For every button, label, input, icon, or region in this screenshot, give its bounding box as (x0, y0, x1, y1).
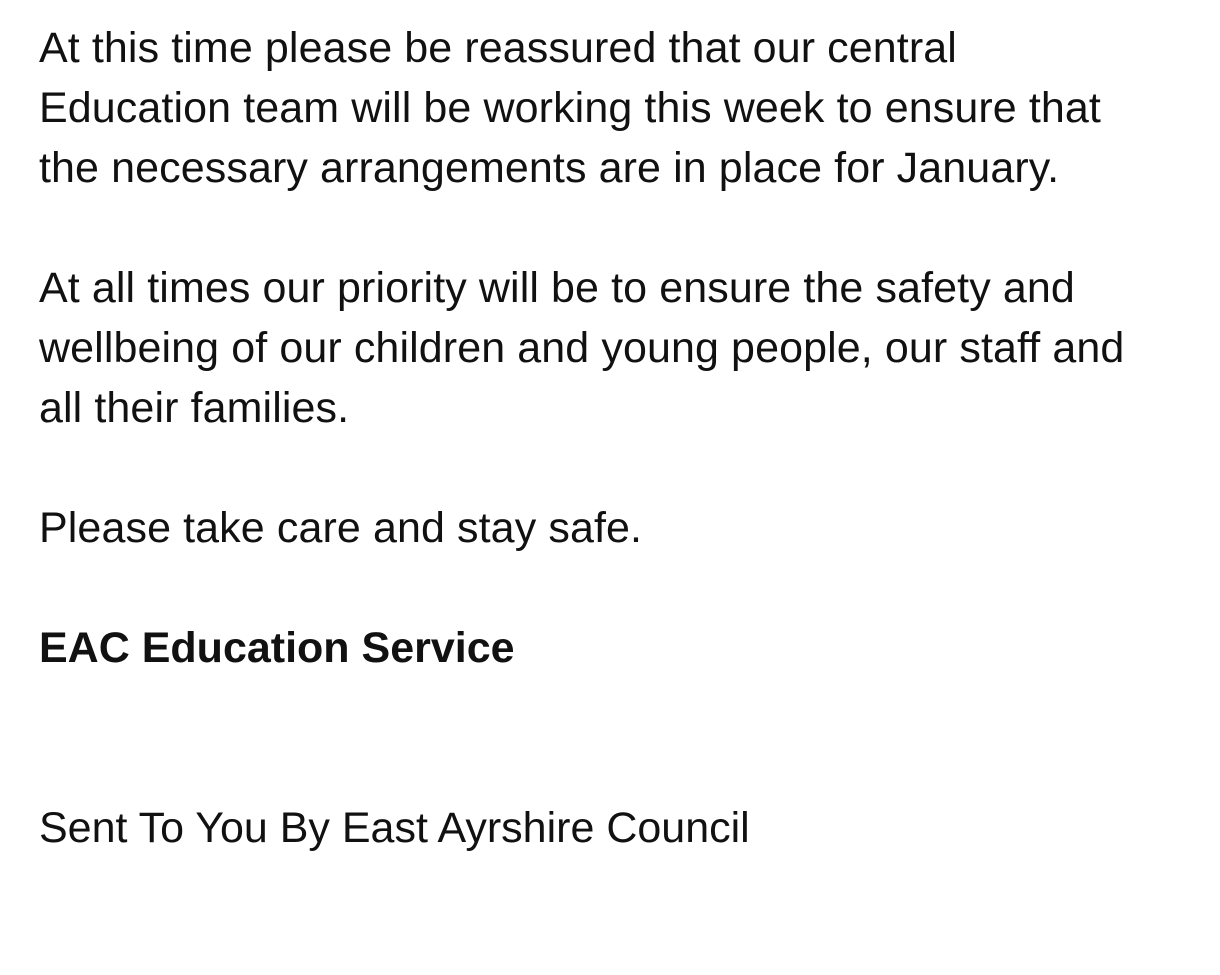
message-paragraph-closing: Please take care and stay safe. (39, 504, 643, 552)
message-signature: EAC Education Service (39, 624, 515, 672)
message-paragraph-priority: At all times our priority will be to ensure the safety and wellbeing of our children and young people, our staff and all their families. (39, 264, 1125, 432)
message-footer: Sent To You By East Ayrshire Council (39, 804, 750, 852)
message-paragraph-reassurance: At this time please be reassured that our central Education team will be working this week to ensure that the necessary arrangements are in place for January. (39, 24, 1101, 192)
message-body (39, 18, 1189, 858)
